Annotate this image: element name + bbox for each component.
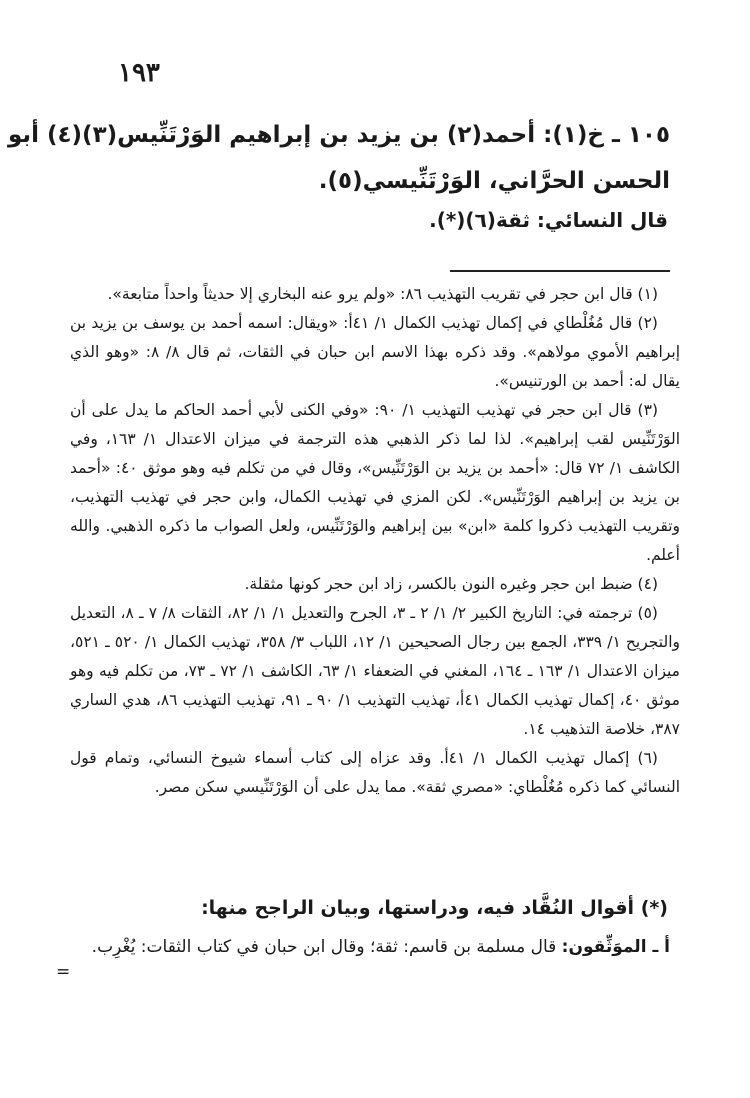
final-paragraph-text: قال مسلمة بن قاسم: ثقة؛ وقال ابن حبان في كتاب الثقات: يُغْرِب.: [91, 937, 562, 957]
footnote-4: (٤) ضبط ابن حجر وغيره النون بالكسر، زاد ابن حجر كونها مثقلة.: [244, 575, 658, 593]
footnote-1: (١) قال ابن حجر في تقريب التهذيب ٨٦: «ولم يرو عنه البخاري إلا حديثاً واحداً متابعة».: [107, 285, 658, 303]
entry-line-1: ١٠٥ ـ خ(١): أحمد(٢) بن يزيد بن إبراهيم الوَرْتَنِّيس(٣)(٤) أبو: [8, 122, 670, 148]
footnote-3: (٣) قال ابن حجر في تهذيب التهذيب ١/ ٩٠: «وفي الكنى لأبي أحمد الحاكم ما يدل على أن الوَرْتَنِّيس لقب إبراهيم». لذا لما ذكر الذهبي هذه الترجمة في ميزان الاعتدال ١/ ١٦٣، وفي الكاشف ١/ ٧٢ قال: «أحمد بن يزيد بن الوَرْتَنِّيس»، وقال في من تكلم فيه وهو موثق ٤٠: «أحمد بن يزيد بن إبراهيم الوَرْتَنِّيس». لكن المزي في تهذيب الكمال، وابن حجر في تهذيب التهذيب، وتقريب التهذيب ذكروا كلمة «ابن» بين إبراهيم والوَرْتَنِّيس، ولعل الصواب ما ذكره الذهبي. والله أعلم.: [70, 401, 680, 564]
footnote-2: (٢) قال مُغُلْطاي في إكمال تهذيب الكمال ١/ ٤١أ: «ويقال: اسمه أحمد بن يوسف بن يزيد بن إبراهيم الأموي مولاهم». وقد ذكره بهذا الاسم ابن حبان في الثقات، ثم قال ٨/ ٨: «وهو الذي يقال له: أحمد بن الورتنيس».: [70, 314, 681, 390]
page-number: ١٩٣: [118, 58, 160, 88]
section-heading: (*) أقوال النُقَّاد فيه، ودراستها، وبيان الراجح منها:: [201, 897, 668, 919]
continuation-mark: =: [56, 962, 71, 982]
footnote-separator: [450, 270, 670, 272]
entry-line-2: الحسن الحرَّاني، الوَرْتَنِّيسي(٥).: [318, 168, 670, 194]
footnotes: [70, 280, 680, 802]
final-paragraph: [50, 930, 670, 964]
footnote-5: (٥) ترجمته في: التاريخ الكبير ٢/ ١/ ٢ ـ ٣، الجرح والتعديل ١/ ١/ ٨٢، الثقات ٨/ ٧ ـ ٨، التعديل والتجريح ١/ ٣٣٩، الجمع بين رجال الصحيحين ١/ ١٢، اللباب ٣/ ٣٥٨، تهذيب الكمال ١/ ٥٢٠ ـ ٥٢١، ميزان الاعتدال ١/ ١٦٣ ـ ١٦٤، المغني في الضعفاء ١/ ٦٣، الكاشف ١/ ٧٢ ـ ٧٣، من تكلم فيه وهو موثق ٤٠، إكمال تهذيب الكمال ٤١أ، تهذيب التهذيب ١/ ٩٠ ـ ٩١، تهذيب التهذيب ٨٦، هدي الساري ٣٨٧، خلاصة التذهيب ١٤.: [70, 604, 680, 738]
nasai-statement: قال النسائي: ثقة(٦)(*).: [429, 208, 668, 232]
narrator-entry: [8, 112, 670, 204]
footnote-6: (٦) إكمال تهذيب الكمال ١/ ٤١أ. وقد عزاه إلى كتاب أسماء شيوخ النسائي، وتمام قول النسائي كما ذكره مُغُلْطاي: «مصري ثقة». مما يدل على أن الوَرْتَنِّيسي سكن مصر.: [70, 749, 680, 796]
final-paragraph-label: أ ـ الموَثِّقون:: [561, 937, 670, 957]
